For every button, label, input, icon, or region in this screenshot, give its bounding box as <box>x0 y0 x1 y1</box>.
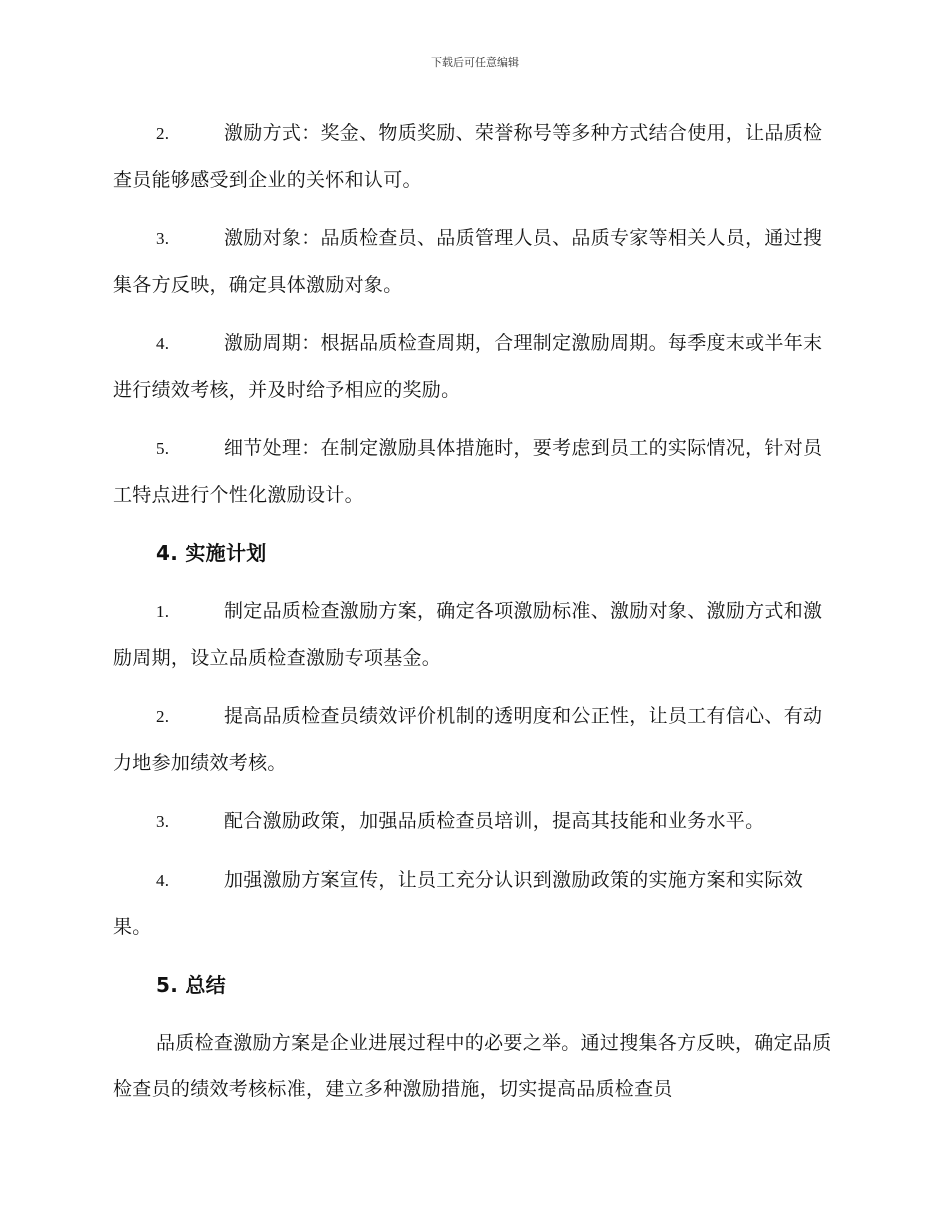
list-item <box>113 588 835 681</box>
list-item <box>113 798 835 845</box>
summary-paragraph: 品质检查激励方案是企业进展过程中的必要之举。通过搜集各方反映，确定品质检查员的绩效考核标准，建立多种激励措施，切实提高品质检查员 <box>113 1032 832 1100</box>
list-text: 激励方式：奖金、物质奖励、荣誉称号等多种方式结合使用，让品质检查员能够感受到企业的关怀和认可。 <box>113 122 823 191</box>
document-body <box>113 110 835 1112</box>
list-item <box>113 425 835 518</box>
list-text: 激励对象：品质检查员、品质管理人员、品质专家等相关人员，通过搜集各方反映，确定具体激励对象。 <box>113 227 823 296</box>
list-text: 提高品质检查员绩效评价机制的透明度和公正性，让员工有信心、有动力地参加绩效考核。 <box>113 705 823 774</box>
section-heading: 5. 总结 <box>156 973 226 997</box>
list-number: 1. <box>156 602 170 621</box>
list-item <box>113 857 835 950</box>
list-text: 细节处理：在制定激励具体措施时，要考虑到员工的实际情况，针对员工特点进行个性化激励设计。 <box>113 437 823 506</box>
list-text: 制定品质检查激励方案，确定各项激励标准、激励对象、激励方式和激励周期，设立品质检查激励专项基金。 <box>113 600 823 669</box>
list-item <box>113 693 835 786</box>
section-heading: 4. 实施计划 <box>156 541 267 565</box>
list-text: 加强激励方案宣传，让员工充分认识到激励政策的实施方案和实际效果。 <box>113 869 804 938</box>
list-number: 3. <box>156 229 170 248</box>
header-note: 下载后可任意编辑 <box>431 56 519 69</box>
list-number: 3. <box>156 812 170 831</box>
list-number: 2. <box>156 124 170 143</box>
list-number: 5. <box>156 439 170 458</box>
list-item <box>113 215 835 308</box>
list-item <box>113 320 835 413</box>
list-number: 4. <box>156 334 170 353</box>
list-number: 2. <box>156 707 170 726</box>
list-text: 配合激励政策，加强品质检查员培训，提高其技能和业务水平。 <box>224 810 765 832</box>
list-item <box>113 110 835 203</box>
list-number: 4. <box>156 871 170 890</box>
list-text: 激励周期：根据品质检查周期，合理制定激励周期。每季度末或半年末进行绩效考核，并及时给予相应的奖励。 <box>113 332 823 401</box>
